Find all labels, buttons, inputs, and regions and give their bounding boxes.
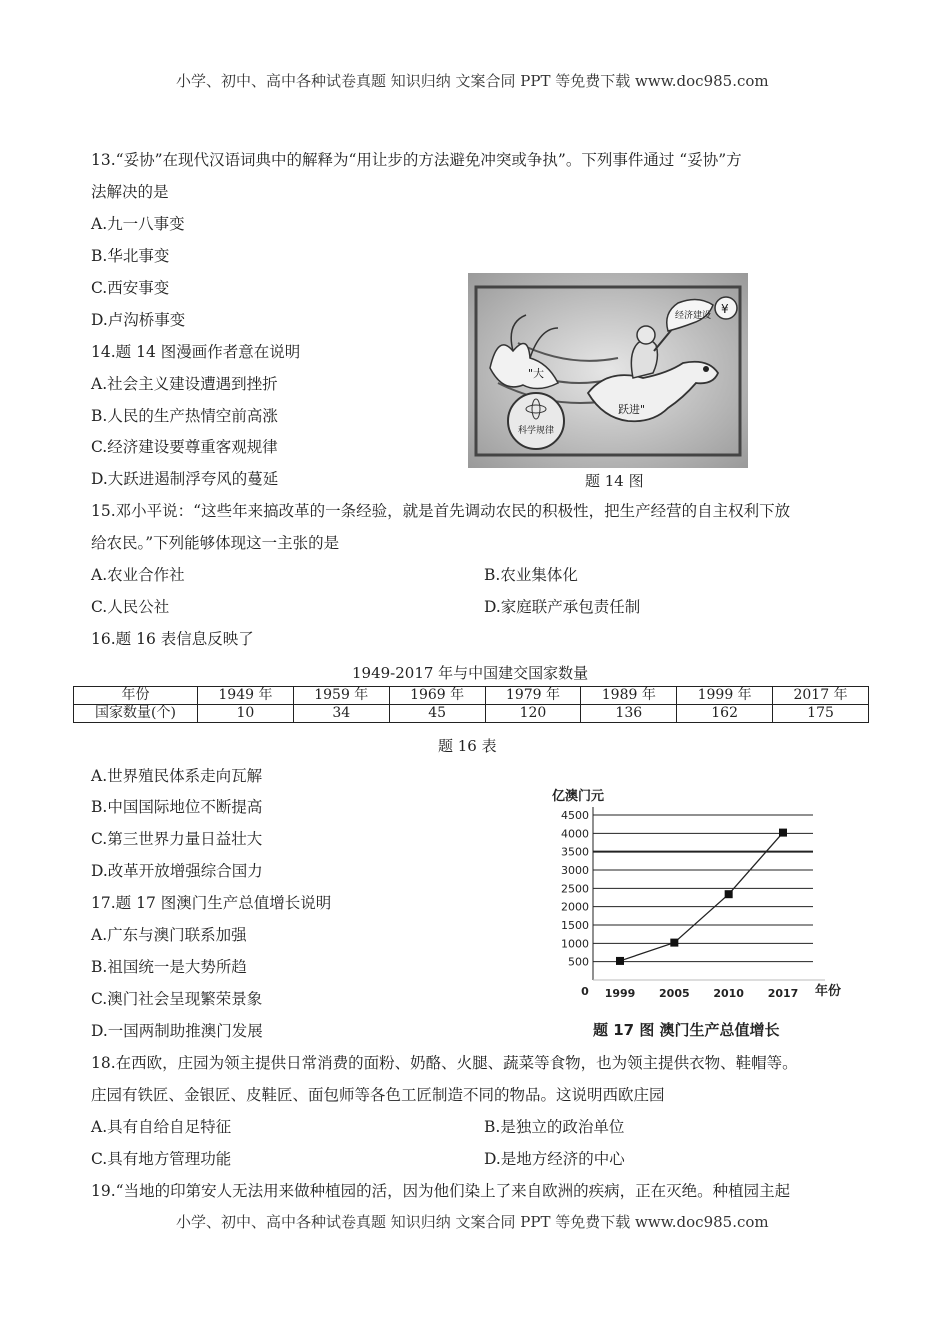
- q15-option-d: D.家庭联产承包责任制: [484, 598, 641, 616]
- x-tick-label: 1999: [604, 987, 636, 1000]
- data-point: [616, 957, 624, 965]
- table-header-year: 年份: [74, 687, 198, 705]
- table-cell: 1969 年: [389, 687, 485, 705]
- y-tick-label: 4000: [561, 827, 589, 841]
- x-tick-label: 2010: [713, 987, 744, 1000]
- cartoon-figure: [468, 273, 748, 468]
- y-tick-label: 500: [568, 955, 589, 969]
- q19-stem: 19.“当地的印第安人无法用来做种植园的活，因为他们染上了来自欧洲的疾病，正在灭绝。种植园主起: [91, 1182, 791, 1200]
- table-cell: 10: [198, 705, 294, 723]
- q16-caption: 题 16 表: [438, 737, 497, 755]
- y-tick-label: 3500: [561, 845, 589, 859]
- page-footer: 小学、初中、高中各种试卷真题 知识归纳 文案合同 PPT 等免费下载 www.doc985.com: [176, 1213, 769, 1231]
- banner-label: 经济建设: [675, 311, 712, 321]
- data-point: [725, 890, 733, 898]
- q13-option-b: B.华北事变: [91, 247, 170, 265]
- q18-option-a: A.具有自给自足特征: [91, 1118, 232, 1136]
- x-axis-label: 年份: [815, 984, 842, 999]
- q16-option-a: A.世界殖民体系走向瓦解: [91, 767, 263, 785]
- science-ball-label: 科学规律: [518, 426, 555, 436]
- table-row-years: [74, 687, 869, 705]
- diplomatic-table: [73, 686, 869, 723]
- science-ball-drawing: [508, 393, 564, 449]
- q18-stem-cont: 庄园有铁匠、金银匠、皮鞋匠、面包师等各色工匠制造不同的物品。这说明西欧庄园: [91, 1086, 665, 1104]
- q17-stem: 17.题 17 图澳门生产总值增长说明: [91, 894, 332, 912]
- q14-caption: 题 14 图: [585, 472, 644, 490]
- table-row-counts: [74, 705, 869, 723]
- q18-option-d: D.是地方经济的中心: [484, 1150, 625, 1168]
- q16-table-title: 1949-2017 年与中国建交国家数量: [352, 664, 589, 682]
- table-cell: 175: [773, 705, 869, 723]
- horse-label: 跃进": [618, 403, 646, 416]
- x-tick-label: 2005: [659, 987, 690, 1000]
- y-tick-label: 2000: [561, 900, 589, 914]
- y-axis-label: 亿澳门元: [552, 789, 605, 804]
- q15-stem-cont: 给农民。”下列能够体现这一主张的是: [91, 534, 340, 552]
- table-cell: 45: [389, 705, 485, 723]
- q14-option-a: A.社会主义建设遭遇到挫折: [91, 375, 278, 393]
- q14-option-c: C.经济建设要尊重客观规律: [91, 438, 278, 456]
- rider-drawing: [631, 339, 657, 378]
- table-cell: 162: [677, 705, 773, 723]
- y-tick-label: 1000: [561, 937, 589, 951]
- q13-option-d: D.卢沟桥事变: [91, 311, 186, 329]
- table-header-count: 国家数量(个): [74, 705, 198, 723]
- y-tick-label: 4500: [561, 809, 589, 822]
- table-cell: 136: [581, 705, 677, 723]
- q16-option-d: D.改革开放增强综合国力: [91, 862, 263, 880]
- q17-option-c: C.澳门社会呈现繁荣景象: [91, 990, 263, 1008]
- q16-stem: 16.题 16 表信息反映了: [91, 630, 254, 648]
- yen-symbol: ¥: [721, 302, 729, 316]
- q18-option-b: B.是独立的政治单位: [484, 1118, 625, 1136]
- y-tick-label: 2500: [561, 882, 589, 896]
- q13-option-a: A.九一八事变: [91, 215, 185, 233]
- q16-option-b: B.中国国际地位不断提高: [91, 798, 263, 816]
- table-cell: 34: [293, 705, 389, 723]
- macau-gdp-chart: [548, 782, 848, 1007]
- q17-option-a: A.广东与澳门联系加强: [91, 926, 247, 944]
- q14-stem: 14.题 14 图漫画作者意在说明: [91, 343, 301, 361]
- data-point: [779, 829, 787, 837]
- table-cell: 1989 年: [581, 687, 677, 705]
- q13-stem-cont: 法解决的是: [91, 183, 169, 201]
- q14-option-b: B.人民的生产热情空前高涨: [91, 407, 278, 425]
- x-tick-label: 2017: [767, 987, 799, 1000]
- q15-stem: 15.邓小平说：“这些年来搞改革的一条经验，就是首先调动农民的积极性，把生产经营的自主权利下放: [91, 502, 791, 520]
- q15-option-b: B.农业集体化: [484, 566, 578, 584]
- table-cell: 1999 年: [677, 687, 773, 705]
- q18-stem: 18.在西欧，庄园为领主提供日常消费的面粉、奶酪、火腿、蔬菜等食物，也为领主提供衣物、鞋帽等。: [91, 1054, 798, 1072]
- table-cell: 120: [485, 705, 581, 723]
- q14-option-d: D.大跃进遏制浮夸风的蔓延: [91, 470, 279, 488]
- q18-option-c: C.具有地方管理功能: [91, 1150, 232, 1168]
- q17-option-d: D.一国两制助推澳门发展: [91, 1022, 263, 1040]
- table-cell: 1959 年: [293, 687, 389, 705]
- table-cell: 2017 年: [773, 687, 869, 705]
- q17-option-b: B.祖国统一是大势所趋: [91, 958, 247, 976]
- q13-stem: 13.“妥协”在现代汉语词典中的解释为“用让步的方法避免冲突或争执”。下列事件通过 “妥协”方: [91, 151, 742, 169]
- q13-option-c: C.西安事变: [91, 279, 170, 297]
- q16-option-c: C.第三世界力量日益壮大: [91, 830, 263, 848]
- y-tick-label: 3000: [561, 864, 589, 877]
- rabbit-label: "大: [528, 367, 545, 380]
- q15-option-a: A.农业合作社: [91, 566, 185, 584]
- table-cell: 1979 年: [485, 687, 581, 705]
- y-tick-label: 1500: [561, 919, 589, 932]
- origin-label: 0: [581, 985, 589, 998]
- q17-caption: 题 17 图 澳门生产总值增长: [593, 1021, 780, 1039]
- q15-option-c: C.人民公社: [91, 598, 170, 616]
- page-header: 小学、初中、高中各种试卷真题 知识归纳 文案合同 PPT 等免费下载 www.doc985.com: [176, 72, 769, 90]
- data-point: [670, 939, 678, 947]
- table-cell: 1949 年: [198, 687, 294, 705]
